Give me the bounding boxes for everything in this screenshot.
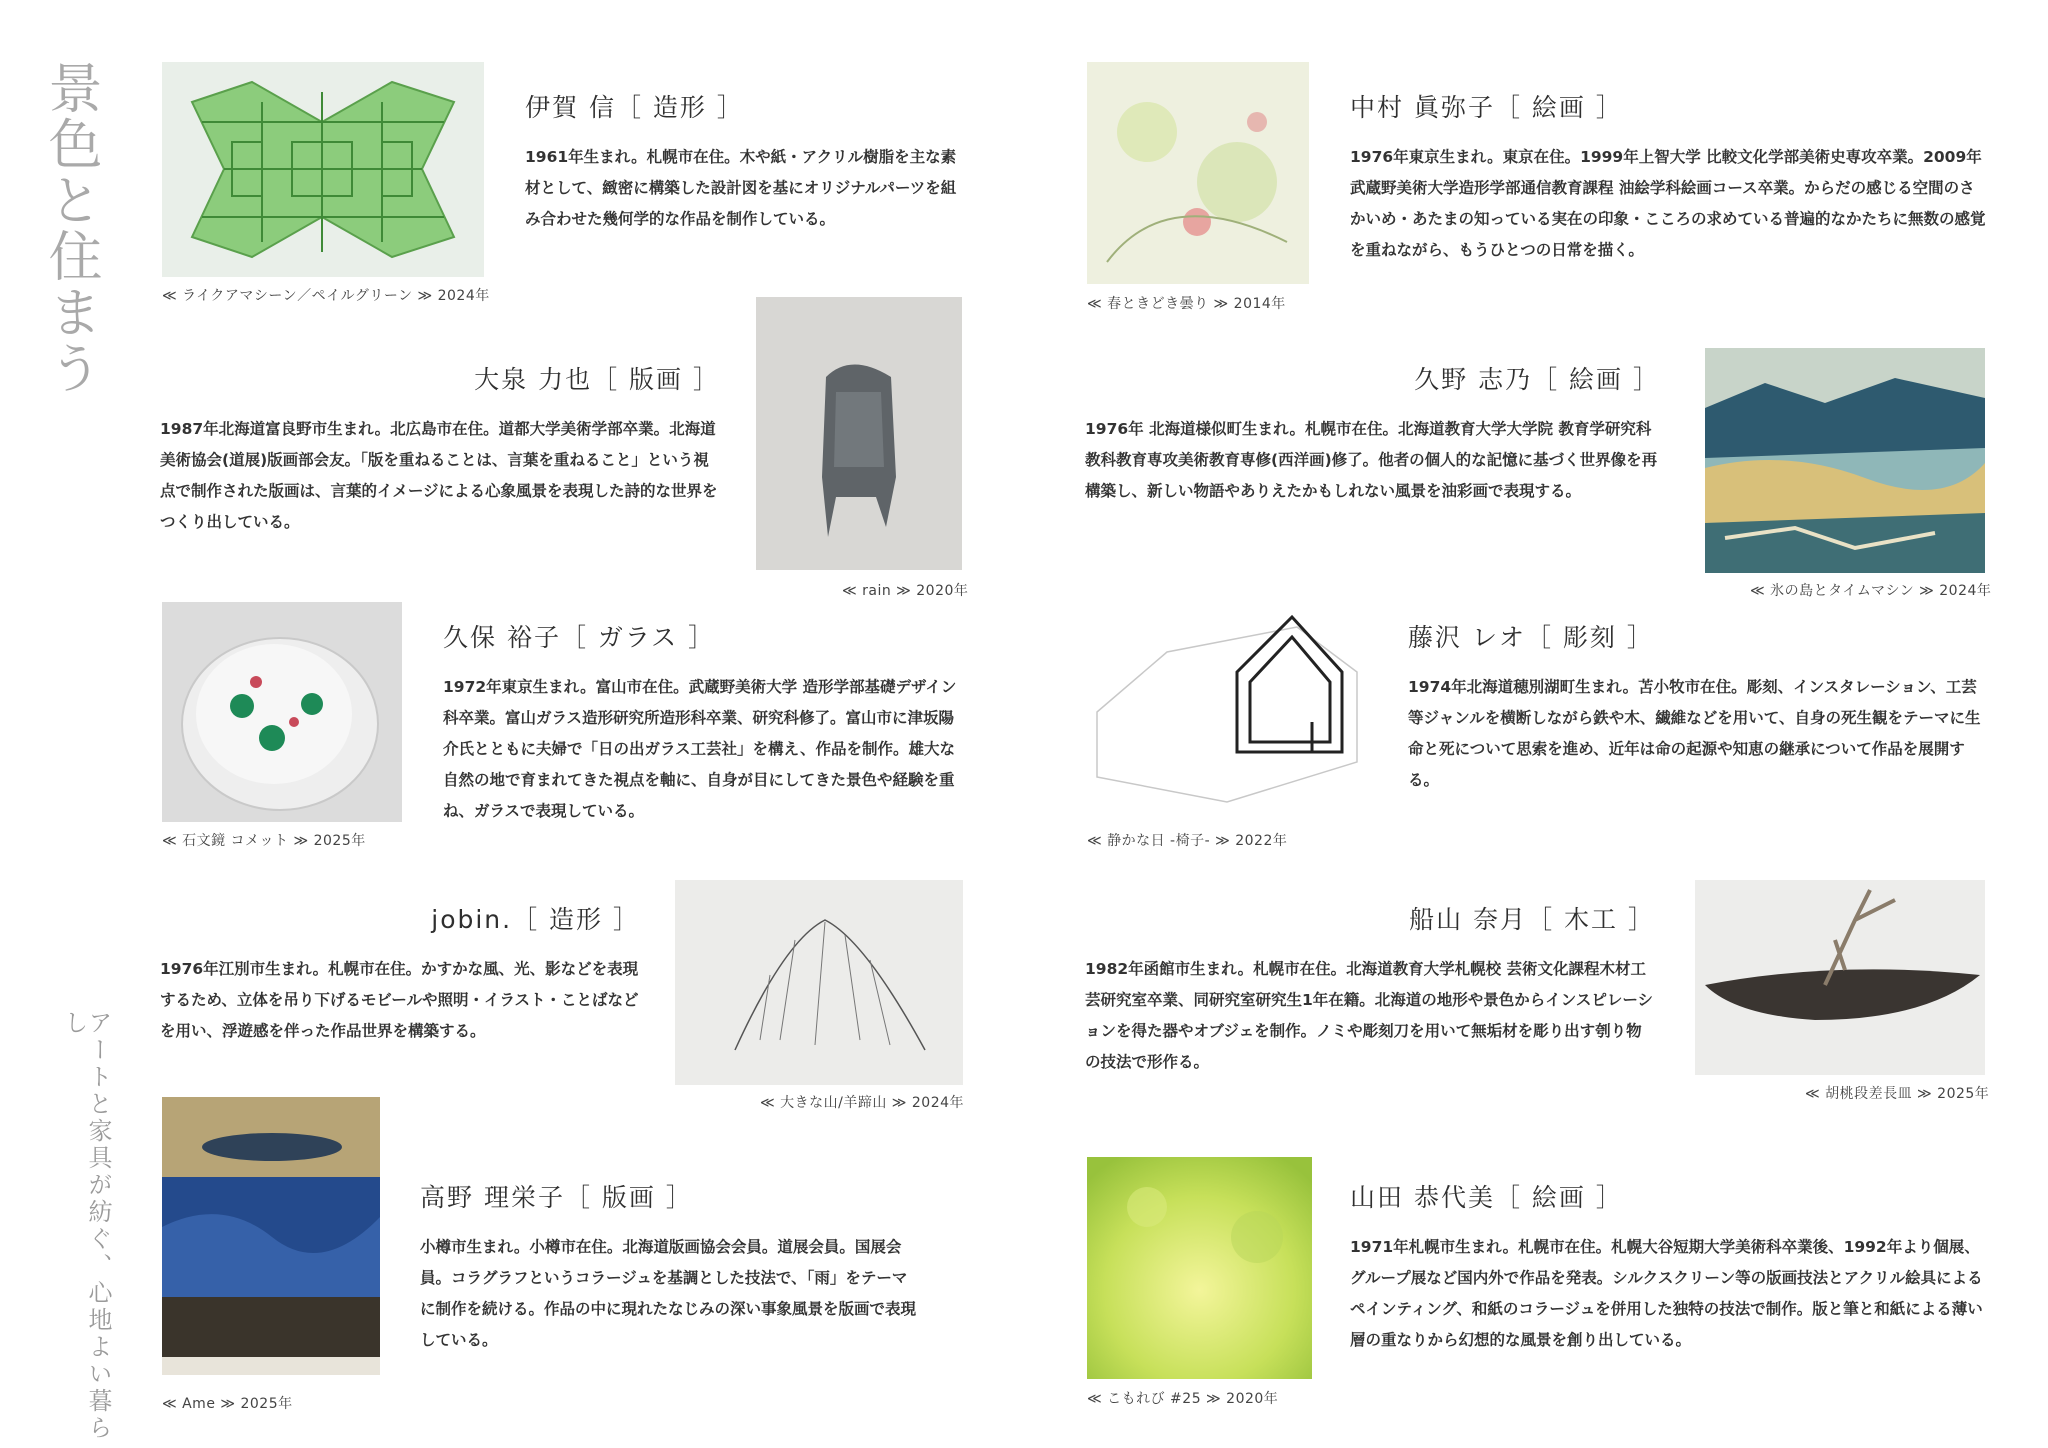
artist-bio: 1972年東京生まれ。富山市在住。武蔵野美術大学 造形学部基礎デザイン科卒業。富山ガラス造形研究所造形科卒業、研究科修了。富山市に津坂陽介氏とともに夫婦で「日の出ガラス工芸社」を構え、作品を制作。雄大な自然の地で育まれてきた視点を軸に、自身が目にしてきた景色や経験を重ね、ガラスで表現している。	[443, 678, 957, 820]
artwork-image-jobin	[675, 880, 963, 1085]
artwork-caption: ≪ rain ≫ 2020年	[842, 583, 969, 599]
artist-bio: 1982年函館市生まれ。札幌市在住。北海道教育大学札幌校 芸術文化課程木材工芸研究室卒業、同研究室研究生1年在籍。北海道の地形や景色からインスピレーションを得た器やオブジェを制作。ノミや彫刻刀を用いて無垢材を彫り出す刳り物の技法で形作る。	[1085, 960, 1654, 1071]
artist-name: 久野 志乃［ 絵画 ］	[1414, 365, 1660, 394]
artwork-image-nakamura	[1087, 62, 1309, 284]
artwork-caption: ≪ 胡桃段差長皿 ≫ 2025年	[1805, 1086, 1990, 1102]
artwork-caption: ≪ ライクアマシーン／ペイルグリーン ≫ 2024年	[162, 288, 490, 304]
artwork-image-iga	[162, 62, 484, 277]
page-subtitle: アートと家具が紡ぐ、心地よい暮らし	[60, 1010, 112, 1442]
artist-name: 大泉 力也［ 版画 ］	[474, 365, 720, 394]
artwork-caption: ≪ こもれび #25 ≫ 2020年	[1087, 1391, 1279, 1407]
artwork-caption: ≪ 大きな山/羊蹄山 ≫ 2024年	[760, 1095, 965, 1111]
artist-bio: 1976年江別市生まれ。札幌市在住。かすかな風、光、影などを表現するため、立体を吊り下げるモビールや照明・イラスト・ことばなどを用い、浮遊感を伴った作品世界を構築する。	[160, 960, 639, 1040]
artwork-image-yamada	[1087, 1157, 1312, 1379]
artist-name: 山田 恭代美［ 絵画 ］	[1350, 1183, 1623, 1212]
artist-name: 久保 裕子［ ガラス ］	[443, 623, 716, 652]
artist-name: jobin.［ 造形 ］	[431, 905, 640, 934]
artwork-caption: ≪ 静かな日 -椅子- ≫ 2022年	[1087, 833, 1288, 849]
artwork-image-oizumi	[756, 297, 962, 570]
artist-bio: 1976年東京生まれ。東京在住。1999年上智大学 比較文化学部美術史専攻卒業。2009年武蔵野美術大学造形学部通信教育課程 油絵学科絵画コース卒業。からだの感じる空間のさかいめ・あたまの知っている実在の印象・こころの求めている普遍的なかたちに無数の感覚を重ねながら、もうひとつの日常を描く。	[1350, 148, 1986, 259]
artist-name: 中村 眞弥子［ 絵画 ］	[1350, 93, 1623, 122]
artist-name: 藤沢 レオ［ 彫刻 ］	[1408, 623, 1654, 652]
artist-bio: 1976年 北海道様似町生まれ。札幌市在住。北海道教育大学大学院 教育学研究科教科教育専攻美術教育専修(西洋画)修了。他者の個人的な記憶に基づく世界像を再構築し、新しい物語やありえたかもしれない風景を油彩画で表現する。	[1085, 420, 1658, 500]
artwork-image-takano	[162, 1097, 380, 1375]
artwork-caption: ≪ 石文鏡 コメット ≫ 2025年	[162, 833, 366, 849]
artwork-image-fujisawa	[1087, 602, 1377, 822]
artist-name: 船山 奈月［ 木工 ］	[1409, 905, 1655, 934]
artwork-caption: ≪ 春ときどき曇り ≫ 2014年	[1087, 296, 1286, 312]
artist-bio: 1971年札幌市生まれ。札幌市在住。札幌大谷短期大学美術科卒業後、1992年より個展、グループ展など国内外で作品を発表。シルクスクリーン等の版画技法とアクリル絵具によるペインティング、和紙のコラージュを併用した独特の技法で制作。版と筆と和紙による薄い層の重なりから幻想的な風景を創り出している。	[1350, 1238, 1983, 1349]
artwork-image-kubo	[162, 602, 402, 822]
artwork-image-kuno	[1705, 348, 1985, 573]
artist-bio: 小樽市生まれ。小樽市在住。北海道版画協会会員。道展会員。国展会員。コラグラフというコラージュを基調とした技法で、「雨」をテーマに制作を続ける。作品の中に現れたなじみの深い事象風景を版画で表現している。	[420, 1238, 917, 1349]
artwork-image-funayama	[1695, 880, 1985, 1075]
page-title: 景色と住まう	[40, 60, 103, 396]
artist-bio: 1974年北海道穂別湖町生まれ。苫小牧市在住。彫刻、インスタレーション、工芸等ジャンルを横断しながら鉄や木、繊維などを用いて、自身の死生観をテーマに生命と死について思索を進め、近年は命の起源や知恵の継承について作品を展開する。	[1408, 678, 1981, 789]
artist-bio: 1961年生まれ。札幌市在住。木や紙・アクリル樹脂を主な素材として、緻密に構築した設計図を基にオリジナルパーツを組み合わせた幾何学的な作品を制作している。	[525, 148, 957, 228]
artwork-caption: ≪ Ame ≫ 2025年	[162, 1396, 293, 1412]
artist-name: 高野 理栄子［ 版画 ］	[420, 1183, 693, 1212]
artwork-caption: ≪ 氷の島とタイムマシン ≫ 2024年	[1750, 583, 1992, 599]
artist-name: 伊賀 信［ 造形 ］	[525, 93, 744, 122]
artist-bio: 1987年北海道富良野市生まれ。北広島市在住。道都大学美術学部卒業。北海道美術協会(道展)版画部会友。「版を重ねることは、言葉を重ねること」という視点で制作された版画は、言葉的イメージによる心象風景を表現した詩的な世界をつくり出している。	[160, 420, 718, 531]
